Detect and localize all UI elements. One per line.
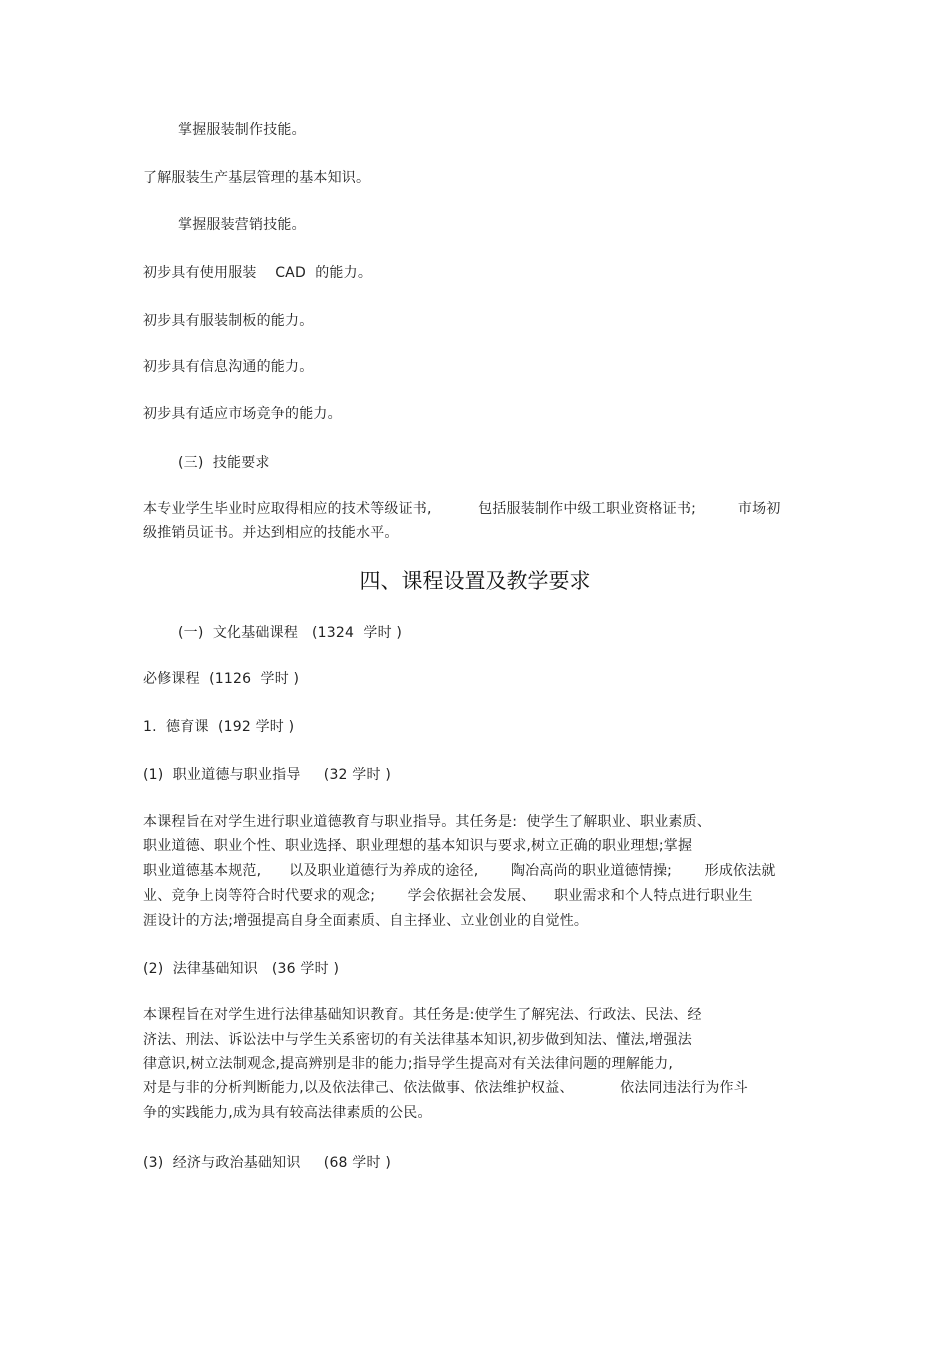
paragraph-line: 业、竞争上岗等符合时代要求的观念; 学会依据社会发展、 职业需求和个人特点进行职业生 [143,888,753,904]
paragraph-line: 律意识,树立法制观念,提高辨别是非的能力;指导学生提高对有关法律问题的理解能力, [143,1056,674,1072]
text-line-2: 了解服装生产基层管理的基本知识。 [143,170,371,186]
paragraph-line: 本专业学生毕业时应取得相应的技术等级证书, 包括服装制作中级工职业资格证书; 市场初 [143,501,781,517]
text-line-5: 初步具有服装制板的能力。 [143,313,314,329]
required-courses-heading: 必修课程 (1126 学时 ) [143,671,300,687]
paragraph-line: 职业道德、职业个性、职业选择、职业理想的基本知识与要求,树立正确的职业理想;掌握 [143,838,693,854]
subsection-heading-culture: (一) 文化基础课程 (1324 学时 ) [178,625,403,641]
paragraph-line: 本课程旨在对学生进行法律基础知识教育。其任务是:使学生了解宪法、行政法、民法、经 [143,1007,702,1023]
text-line-3: 掌握服装营销技能。 [178,217,306,233]
course-heading-3: (3) 经济与政治基础知识 (68 学时 ) [143,1155,392,1171]
paragraph-line: 级推销员证书。并达到相应的技能水平。 [143,525,399,541]
paragraph-line: 涯设计的方法;增强提高自身全面素质、自主择业、立业创业的自觉性。 [143,913,589,929]
paragraph-line: 对是与非的分析判断能力,以及依法律己、依法做事、依法维护权益、 依法同违法行为作斗 [143,1080,748,1096]
course-heading-1: (1) 职业道德与职业指导 (32 学时 ) [143,767,392,783]
paragraph-line: 争的实践能力,成为具有较高法律素质的公民。 [143,1105,432,1121]
section-heading: 四、课程设置及教学要求 [359,569,591,593]
text-line-7: 初步具有适应市场竞争的能力。 [143,406,342,422]
course-heading-2: (2) 法律基础知识 (36 学时 ) [143,961,340,977]
moral-course-heading: 1. 德育课 (192 学时 ) [143,719,295,735]
text-line-6: 初步具有信息沟通的能力。 [143,359,314,375]
subsection-heading-skills: (三) 技能要求 [178,455,270,471]
paragraph-line: 济法、刑法、诉讼法中与学生关系密切的有关法律基本知识,初步做到知法、懂法,增强法 [143,1032,692,1048]
text-line-1: 掌握服装制作技能。 [178,122,306,138]
paragraph-line: 本课程旨在对学生进行职业道德教育与职业指导。其任务是: 使学生了解职业、职业素质、 [143,814,712,830]
paragraph-line: 职业道德基本规范, 以及职业道德行为养成的途径, 陶冶高尚的职业道德情操; 形成依法就 [143,863,776,879]
text-line-4: 初步具有使用服装 CAD 的能力。 [143,265,373,281]
